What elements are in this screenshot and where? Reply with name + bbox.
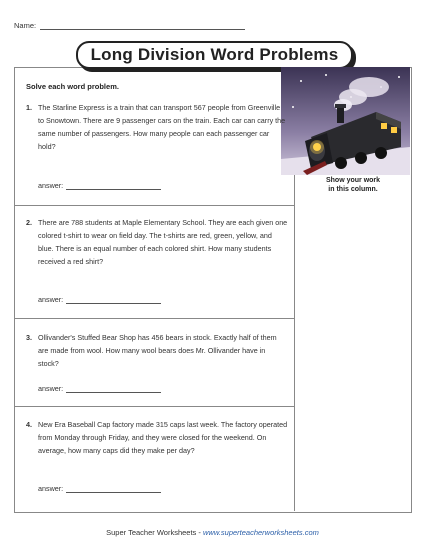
section-divider: [14, 205, 294, 206]
answer-label: answer:: [38, 295, 64, 304]
problem-text: New Era Baseball Cap factory made 315 caps last week. The factory operated from Monday through Friday, and they were closed for the weekend. On average, how many caps did they make per day?: [38, 420, 288, 455]
train-illustration: [281, 67, 410, 175]
work-column-divider: [294, 175, 295, 511]
answer-line[interactable]: [66, 181, 161, 190]
answer-line[interactable]: [66, 484, 161, 493]
work-note-line-1: Show your work: [325, 177, 381, 184]
answer-label: answer:: [38, 384, 64, 393]
page-footer: [0, 528, 425, 537]
section-divider: [14, 406, 294, 407]
page-title-text: Long Division Word Problems: [90, 45, 339, 64]
problem-text: Ollivander's Stuffed Bear Shop has 456 bears in stock. Exactly half of them are made from wool. How many wool bears does Mr. Ollivander have in stock?: [38, 333, 277, 368]
name-field-row: [14, 21, 245, 30]
problem-3: [26, 331, 288, 370]
problem-4: [26, 418, 288, 457]
section-divider: [14, 318, 294, 319]
problem-1: [26, 101, 288, 153]
page-title: [76, 41, 353, 69]
answer-label: answer:: [38, 484, 64, 493]
answer-row-2: [38, 295, 161, 304]
problem-number: 3.: [26, 333, 32, 342]
answer-row-1: [38, 181, 161, 190]
footer-brand: Super Teacher Worksheets: [106, 528, 197, 537]
answer-line[interactable]: [66, 295, 161, 304]
name-input-line[interactable]: [40, 21, 245, 30]
name-label: Name:: [14, 21, 37, 30]
work-note-line-2: in this column.: [328, 186, 378, 193]
problem-text: The Starline Express is a train that can transport 567 people from Greenville to Snowtown. There are 9 passenger cars on the train. Each car can carry the same number of passengers. How many people can each passenger car hold?: [38, 103, 286, 151]
problem-number: 2.: [26, 218, 32, 227]
instructions: Solve each word problem.: [26, 82, 119, 91]
problem-2: [26, 216, 288, 268]
answer-line[interactable]: [66, 384, 161, 393]
problem-number: 4.: [26, 420, 32, 429]
footer-separator: -: [196, 528, 203, 537]
answer-row-4: [38, 484, 161, 493]
work-column-note: [297, 176, 409, 194]
footer-website-link[interactable]: www.superteacherworksheets.com: [202, 528, 319, 537]
problem-number: 1.: [26, 103, 32, 112]
answer-row-3: [38, 384, 161, 393]
answer-label: answer:: [38, 181, 64, 190]
problem-text: There are 788 students at Maple Elementary School. They are each given one colored t-shirt to wear on field day. The t-shirts are red, green, yellow, and blue. There is an equal number of each colored shirt. How many students received a red shirt?: [38, 218, 288, 266]
